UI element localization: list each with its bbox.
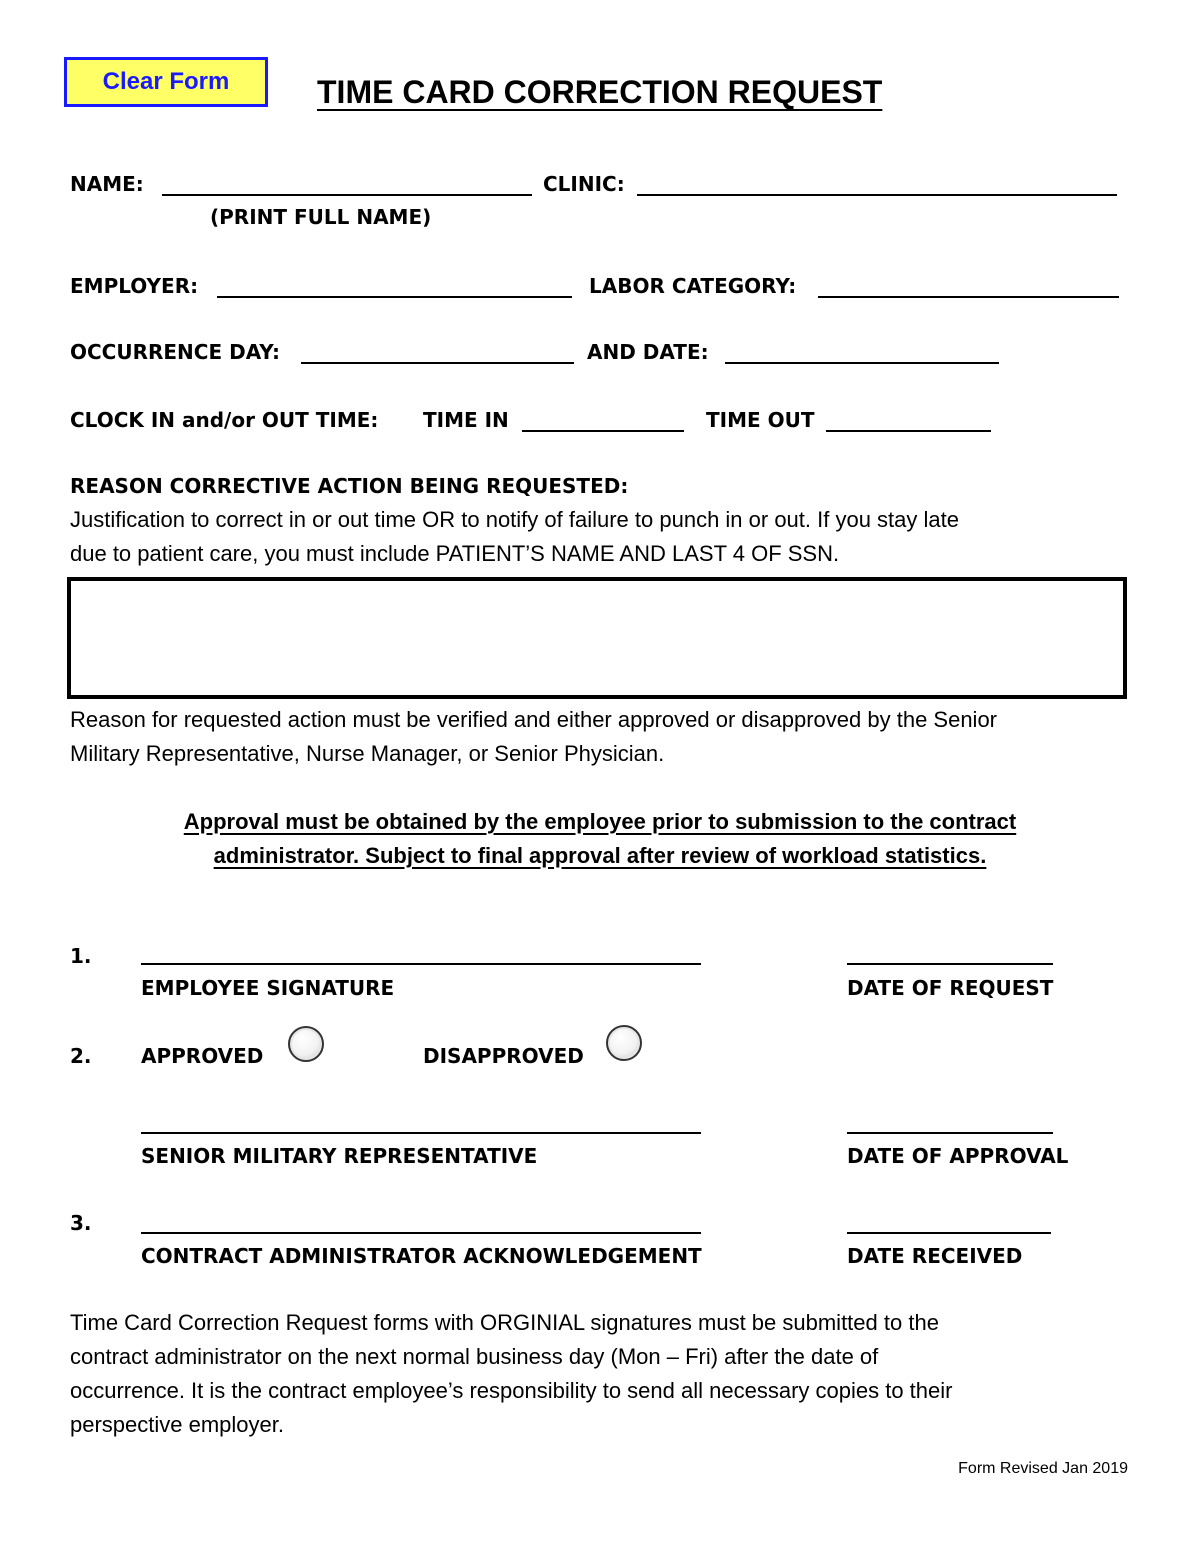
date-of-approval-line[interactable] [847, 1132, 1053, 1134]
disapproved-radio[interactable] [606, 1025, 642, 1061]
labor-category-field[interactable] [818, 274, 1119, 298]
verification-line: Military Representative, Nurse Manager, or Senior Physician. [70, 741, 665, 766]
reason-textarea[interactable] [67, 577, 1127, 699]
name-label: NAME: [70, 172, 144, 196]
and-date-label: AND DATE: [587, 340, 709, 364]
occurrence-day-label: OCCURRENCE DAY: [70, 340, 281, 364]
employee-signature-label: EMPLOYEE SIGNATURE [141, 976, 395, 1000]
employer-label: EMPLOYER: [70, 274, 199, 298]
time-out-field[interactable] [826, 408, 991, 432]
contract-admin-label: CONTRACT ADMINISTRATOR ACKNOWLEDGEMENT [141, 1244, 702, 1268]
date-received-line[interactable] [847, 1232, 1051, 1234]
date-received-label: DATE RECEIVED [847, 1244, 1023, 1268]
item-number-1: 1. [70, 944, 92, 968]
date-of-request-label: DATE OF REQUEST [847, 976, 1054, 1000]
name-field[interactable] [162, 172, 532, 196]
clinic-field[interactable] [637, 172, 1117, 196]
closing-line: perspective employer. [70, 1412, 284, 1437]
time-in-field[interactable] [522, 408, 684, 432]
disapproved-label: DISAPPROVED [423, 1044, 584, 1068]
item-number-3: 3. [70, 1211, 92, 1235]
senior-military-rep-label: SENIOR MILITARY REPRESENTATIVE [141, 1144, 538, 1168]
form-revision-note: Form Revised Jan 2019 [958, 1460, 1128, 1477]
item-number-2: 2. [70, 1044, 92, 1068]
reason-instructions [70, 503, 959, 571]
clear-form-button[interactable]: Clear Form [64, 57, 268, 107]
approval-note-line: Approval must be obtained by the employee prior to submission to the contract [183, 809, 1017, 834]
name-hint: (PRINT FULL NAME) [210, 205, 432, 229]
date-of-request-line[interactable] [847, 963, 1053, 965]
employer-field[interactable] [217, 274, 572, 298]
closing-line: contract administrator on the next normal business day (Mon – Fri) after the date of [70, 1344, 879, 1369]
approval-note [100, 805, 1100, 873]
date-of-approval-label: DATE OF APPROVAL [847, 1144, 1069, 1168]
time-in-label: TIME IN [423, 408, 509, 432]
occurrence-day-field[interactable] [301, 340, 574, 364]
closing-paragraph [70, 1306, 952, 1442]
time-out-label: TIME OUT [706, 408, 815, 432]
clinic-label: CLINIC: [543, 172, 625, 196]
approved-label: APPROVED [141, 1044, 264, 1068]
employee-signature-line[interactable] [141, 963, 701, 965]
reason-heading: REASON CORRECTIVE ACTION BEING REQUESTED: [70, 474, 629, 498]
contract-admin-line[interactable] [141, 1232, 701, 1234]
occurrence-date-field[interactable] [725, 340, 999, 364]
labor-category-label: LABOR CATEGORY: [589, 274, 797, 298]
approval-note-line: administrator. Subject to final approval after review of workload statistics. [213, 843, 987, 868]
senior-military-rep-line[interactable] [141, 1132, 701, 1134]
clock-time-label: CLOCK IN and/or OUT TIME: [70, 408, 379, 432]
closing-line: occurrence. It is the contract employee’s responsibility to send all necessary copies to their [70, 1378, 953, 1403]
page-title: TIME CARD CORRECTION REQUEST [317, 74, 883, 110]
verification-line: Reason for requested action must be verified and either approved or disapproved by the Senior [70, 707, 998, 732]
closing-line: Time Card Correction Request forms with ORGINIAL signatures must be submitted to the [70, 1310, 939, 1335]
reason-instructions-line: due to patient care, you must include PATIENT’S NAME AND LAST 4 OF SSN. [70, 541, 840, 566]
approved-radio[interactable] [288, 1026, 324, 1062]
verification-text [70, 703, 997, 771]
reason-instructions-line: Justification to correct in or out time OR to notify of failure to punch in or out. If you stay late [70, 507, 959, 532]
